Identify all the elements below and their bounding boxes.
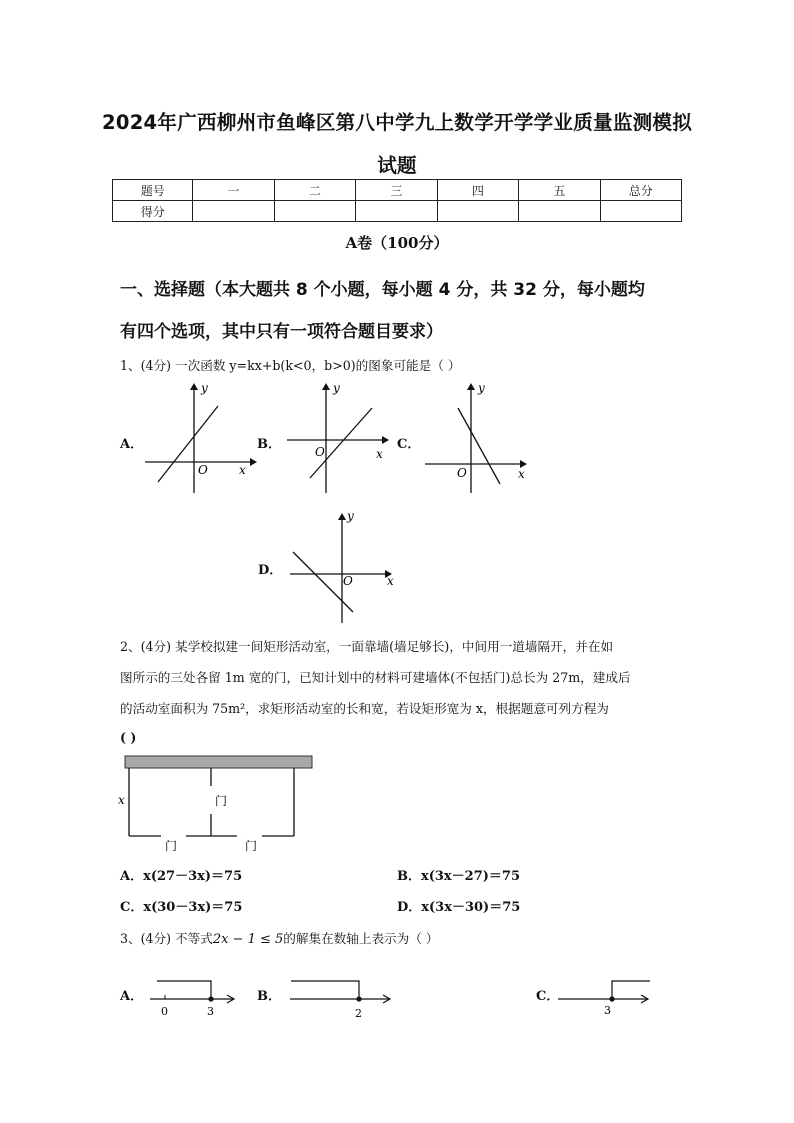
- q2-text-line1: 2、(4分) 某学校拟建一间矩形活动室，一面靠墙(墙足够长)，中间用一道墙隔开，并在如: [120, 639, 614, 654]
- y-arrow-icon: [338, 513, 346, 520]
- y-label: y: [478, 381, 485, 395]
- score-table-score-row: [113, 201, 682, 222]
- q3-numberline-b: [285, 975, 400, 1023]
- q3-numberline-c: [555, 975, 660, 1020]
- y-arrow-icon: [190, 383, 198, 390]
- score-header-cell: 三: [356, 180, 437, 201]
- q1-graph-c: [420, 378, 535, 498]
- q1-graph-a: [140, 378, 260, 498]
- score-cell: [356, 201, 437, 222]
- q2-room-figure: [114, 752, 319, 862]
- x-label: x: [376, 447, 383, 461]
- label-0: 0: [161, 1005, 168, 1018]
- q2-text-line3: 的活动室面积为 75m²，求矩形活动室的长和宽，若设矩形宽为 x，根据题意可列方程为: [120, 701, 609, 716]
- q3-suffix: 的解集在数轴上表示为（ ）: [283, 931, 439, 946]
- x-arrow-icon: [382, 436, 389, 444]
- graph-line: [310, 408, 372, 478]
- label-3: 3: [207, 1005, 214, 1018]
- x-label: x: [387, 574, 394, 588]
- x-label: x: [239, 463, 246, 477]
- score-row-label: 得分: [113, 201, 193, 222]
- q1-option-a-label: A．: [120, 437, 144, 452]
- q1-option-c-label: C．: [397, 437, 421, 452]
- y-arrow-icon: [467, 383, 475, 390]
- score-header-cell: 二: [274, 180, 355, 201]
- q1-text: 1、(4分) 一次函数 y=kx+b(k<0，b>0)的图象可能是（ ）: [120, 358, 461, 373]
- score-header-cell: 五: [519, 180, 600, 201]
- wall-bar: [125, 756, 312, 768]
- graph-line: [158, 406, 218, 482]
- section1-heading-line1: 一、选择题（本大题共 8 个小题，每小题 4 分，共 32 分，每小题均: [120, 280, 645, 300]
- door-label-left: 门: [165, 839, 178, 853]
- score-cell: [193, 201, 274, 222]
- solid-dot: [609, 996, 614, 1001]
- q2-option-b: B．x(3x－27)＝75: [397, 869, 521, 884]
- score-header-cell: 题号: [113, 180, 193, 201]
- q2-option-d: D．x(3x－30)＝75: [397, 900, 521, 915]
- x-arrow-icon: [250, 458, 257, 466]
- q1-option-d-label: D．: [258, 563, 283, 578]
- q1-graph-d: [285, 508, 400, 628]
- y-arrow-icon: [322, 383, 330, 390]
- part-a-heading: A卷（100分）: [345, 234, 449, 252]
- origin-label: O: [198, 463, 208, 477]
- q3-option-a-label: A．: [120, 989, 144, 1004]
- score-cell: [600, 201, 681, 222]
- q3-text: [120, 928, 438, 947]
- score-header-cell: 四: [437, 180, 518, 201]
- q1-option-b-label: B．: [257, 437, 281, 452]
- y-label: y: [201, 381, 208, 395]
- door-label-middle: 门: [215, 794, 228, 808]
- score-table: [112, 179, 682, 222]
- score-cell: [437, 201, 518, 222]
- y-label: y: [333, 381, 340, 395]
- score-header-cell: 总分: [600, 180, 681, 201]
- q2-paren: ( ): [120, 730, 137, 745]
- q2-option-c: C．x(30－3x)＝75: [120, 900, 243, 915]
- x-label: x: [518, 467, 525, 481]
- q3-numberline-a: [145, 975, 245, 1020]
- origin-label: O: [343, 574, 353, 588]
- q3-option-b-label: B．: [257, 989, 281, 1004]
- solution-bracket: [291, 981, 359, 999]
- q3-option-c-label: C．: [536, 989, 560, 1004]
- door-label-right: 门: [245, 839, 258, 853]
- score-cell: [274, 201, 355, 222]
- origin-label: O: [457, 466, 467, 480]
- q2-text-line2: 图所示的三处各留 1m 宽的门，已知计划中的材料可建墙体(不包括门)总长为 27m，建成后: [120, 670, 631, 685]
- q3-prefix: 3、(4分) 不等式: [120, 931, 213, 946]
- doc-title-line1: 2024年广西柳州市鱼峰区第八中学九上数学开学学业质量监测模拟: [101, 111, 693, 134]
- width-label: x: [118, 793, 125, 807]
- y-label: y: [347, 509, 354, 523]
- score-table-header-row: [113, 180, 682, 201]
- label-3: 3: [604, 1004, 611, 1017]
- doc-title-line2: 试题: [377, 154, 417, 177]
- section1-heading-line2: 有四个选项，其中只有一项符合题目要求）: [120, 322, 443, 342]
- solid-dot: [208, 996, 213, 1001]
- score-cell: [519, 201, 600, 222]
- origin-label: O: [315, 445, 325, 459]
- score-header-cell: 一: [193, 180, 274, 201]
- q2-option-a: A．x(27－3x)＝75: [120, 869, 243, 884]
- label-2: 2: [355, 1007, 362, 1020]
- q3-inequality: 2x − 1 ≤ 5: [212, 932, 284, 947]
- solid-dot: [356, 996, 361, 1001]
- q1-graph-b: [282, 378, 397, 498]
